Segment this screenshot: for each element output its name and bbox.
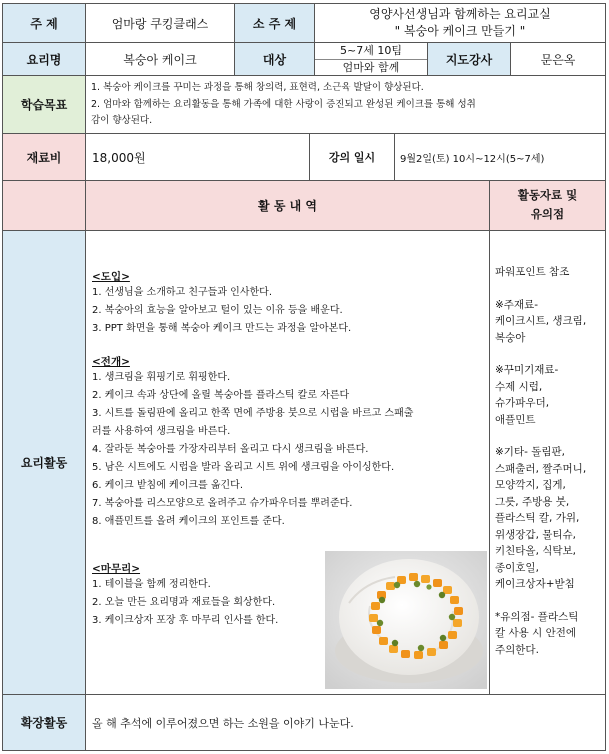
recipe-value: 복숭아 케이크 xyxy=(85,42,235,76)
dev-step: 2. 케이크 속과 상단에 올릴 복숭아를 플라스틱 칼로 자른다 xyxy=(92,390,350,401)
dev-title: <전개> xyxy=(92,356,130,368)
material-line xyxy=(495,346,602,362)
material-line: 파워포인트 참조 xyxy=(495,266,570,278)
cooking-content xyxy=(85,230,490,695)
target-value xyxy=(314,42,428,76)
target-label: 대상 xyxy=(234,42,315,76)
material-line xyxy=(495,281,602,297)
cooking-label: 요리활동 xyxy=(2,230,86,695)
dev-step: 1. 생크림을 휘핑기로 휘핑한다. xyxy=(92,372,231,383)
time-value: 9월2일(토) 10시~12시(5~7세) xyxy=(394,133,606,181)
dev-step: 7. 복숭아를 리스모양으로 올려주고 슈가파우더를 뿌려준다. xyxy=(92,498,353,509)
materials-header xyxy=(489,180,606,231)
dev-step: 러를 사용하여 생크림을 바른다. xyxy=(92,426,231,437)
material-line: 모양깍지, 집게, xyxy=(495,479,566,491)
goal-line-1: 1. 복숭아 케이크를 꾸미는 과정을 통해 창의력, 표현력, 소근육 발달이 향상된다. xyxy=(91,82,424,93)
materials-header-line-2: 유의점 xyxy=(530,207,565,221)
material-line: 케이크상자+받침 xyxy=(495,578,575,590)
peach-cake-photo xyxy=(325,551,487,689)
end-title: <마무리> xyxy=(92,563,141,575)
extension-label: 확장활동 xyxy=(2,694,86,751)
material-line xyxy=(495,593,602,609)
activity-title: 활 동 내 역 xyxy=(85,180,490,231)
material-line: ※꾸미기재료- xyxy=(495,364,559,376)
subtopic-line-2: " 복숭아 케이크 만들기 " xyxy=(394,24,526,38)
subject-value: 엄마랑 쿠킹클래스 xyxy=(85,3,235,43)
dev-step: 5. 남은 시트에도 시럽을 발라 올리고 시트 위에 생크림을 아이싱한다. xyxy=(92,462,395,473)
material-line: ※기타- 돌림판, xyxy=(495,446,565,458)
recipe-label: 요리명 xyxy=(2,42,86,76)
material-line: 애플민트 xyxy=(495,413,536,426)
activity-header-left xyxy=(2,180,86,231)
end-step: 3. 케이크상자 포장 후 마무리 인사를 한다. xyxy=(92,615,279,626)
materials-list xyxy=(489,230,606,695)
material-line: 종이호일, xyxy=(495,561,539,574)
material-line: *유의점- 플라스틱 xyxy=(495,610,579,623)
material-line: 케이크시트, 생크림, xyxy=(495,315,587,327)
material-line: 그릇, 주방용 붓, xyxy=(495,495,570,508)
intro-step: 3. PPT 화면을 통해 복숭아 케이크 만드는 과정을 알아본다. xyxy=(92,323,352,334)
material-line: 복숭아 xyxy=(495,331,526,344)
intro-step: 1. 선생님을 소개하고 친구들과 인사한다. xyxy=(92,287,272,298)
subtopic-label: 소 주 제 xyxy=(234,3,315,43)
goals-label: 학습목표 xyxy=(2,75,86,134)
intro-title: <도입> xyxy=(92,271,130,283)
material-line: ※주재료- xyxy=(495,298,539,311)
material-line: 수제 시럽, xyxy=(495,380,543,393)
end-step: 2. 오늘 만든 요리명과 재료들을 회상한다. xyxy=(92,597,276,608)
extension-value: 올 해 추석에 이루어졌으면 하는 소원을 이야기 나눈다. xyxy=(85,694,606,751)
material-line xyxy=(495,428,602,444)
instructor-label: 지도강사 xyxy=(427,42,511,76)
cost-value: 18,000원 xyxy=(85,133,310,181)
dev-list xyxy=(92,369,483,531)
material-line: 플라스틱 칼, 가위, xyxy=(495,512,580,524)
target-line-1: 5~7세 10팀 xyxy=(315,43,427,60)
intro-step: 2. 복숭아의 효능을 알아보고 털이 있는 이유 등을 배운다. xyxy=(92,305,343,316)
dev-step: 4. 잘라둔 복숭아를 가장자리부터 올리고 다시 생크림을 바른다. xyxy=(92,444,369,455)
material-line: 위생장갑, 물티슈, xyxy=(495,528,577,541)
material-line: 슈가파우더, xyxy=(495,397,550,409)
material-line: 스패출러, 짤주머니, xyxy=(495,462,587,475)
subtopic-line-1: 영양사선생님과 함께하는 요리교실 xyxy=(369,7,551,21)
time-label: 강의 일시 xyxy=(309,133,395,181)
dev-step: 3. 시트를 돌림판에 올리고 한쪽 면에 주방용 붓으로 시럽을 바르고 스패출 xyxy=(92,408,414,419)
materials-header-line-1: 활동자료 및 xyxy=(517,188,578,202)
end-step: 1. 테이블을 함께 정리한다. xyxy=(92,579,211,590)
dev-step: 6. 케이크 받침에 케이크를 옮긴다. xyxy=(92,480,244,491)
instructor-value: 문은옥 xyxy=(510,42,606,76)
material-line: 키친타올, 식탁보, xyxy=(495,545,577,557)
subject-label: 주 제 xyxy=(2,3,86,43)
dev-step: 8. 애플민트를 올려 케이크의 포인트를 준다. xyxy=(92,516,285,527)
cost-label: 재료비 xyxy=(2,133,86,181)
target-line-2: 엄마와 함께 xyxy=(342,61,400,74)
goals-text xyxy=(85,75,606,134)
goal-line-2: 2. 엄마와 함께하는 요리활동을 통해 가족에 대한 사랑이 증진되고 완성된 케이크를 통해 성취 xyxy=(91,98,476,110)
material-line: 주의한다. xyxy=(495,643,539,656)
material-line: 칼 사용 시 안전에 xyxy=(495,627,577,639)
intro-list xyxy=(92,284,483,338)
subtopic-value xyxy=(314,3,606,43)
goal-line-3: 감이 향상된다. xyxy=(91,115,153,126)
